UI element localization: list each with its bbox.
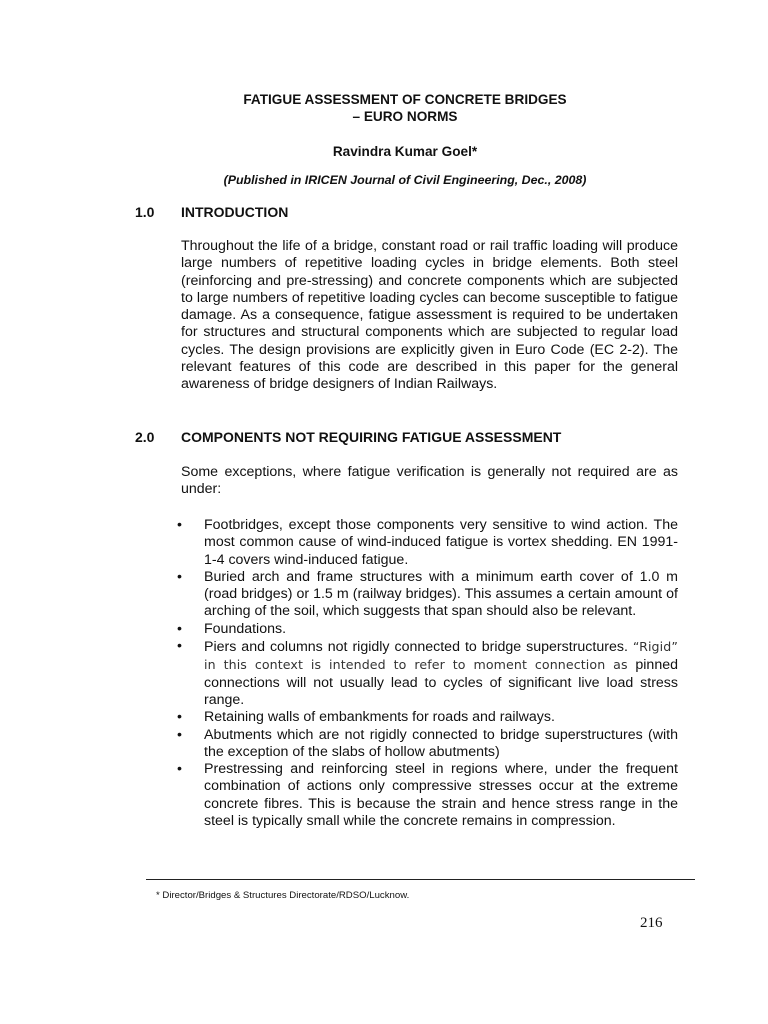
list-item bbox=[177, 709, 678, 726]
bullet-icon: • bbox=[177, 761, 182, 778]
bullet-icon: • bbox=[177, 638, 182, 655]
publication-note: (Published in IRICEN Journal of Civil Engineering, Dec., 2008) bbox=[223, 173, 587, 187]
bullet-icon: • bbox=[177, 517, 182, 533]
footnote-divider bbox=[146, 879, 695, 880]
bullet-icon: • bbox=[177, 709, 182, 726]
list-item-text: Foundations. bbox=[204, 620, 287, 637]
bullet-icon: • bbox=[177, 568, 182, 585]
section-1-number: 1.0 bbox=[135, 204, 155, 220]
list-item bbox=[177, 726, 678, 762]
list-item-alt-text: “Rigid” in this context is intended to refer to moment connection as bbox=[204, 639, 678, 673]
list-item bbox=[177, 517, 678, 569]
exceptions-list bbox=[177, 517, 678, 830]
list-item bbox=[177, 638, 678, 709]
section-1-paragraph: Throughout the life of a bridge, constant road or rail traffic loading will produce large numbers of repetitive loading cycles in bridge elements. Both steel (reinforcing and pre-stressing) and concrete components which are subjected to large numbers of repetitive loading cycles can become susceptible to fatigue damage. As a consequence, fatigue assessment is required to be undertaken for structures and structural components which are subjected to regular load cycles. The design provisions are explicitly given in Euro Code (EC 2-2). The relevant features of this code are described in this paper for the general awareness of bridge designers of Indian Railways. bbox=[181, 238, 678, 393]
paper-title-line1: FATIGUE ASSESSMENT OF CONCRETE BRIDGES bbox=[243, 92, 567, 107]
bullet-icon: • bbox=[177, 726, 182, 743]
bullet-icon: • bbox=[177, 620, 182, 637]
list-item-text: Buried arch and frame structures with a minimum earth cover of 1.0 m (road bridges) or 1.5 m (railway bridges). This assumes a certain amount of arching of the soil, which suggests that span should also be relevant. bbox=[204, 568, 678, 620]
list-item bbox=[177, 568, 678, 621]
section-2-number: 2.0 bbox=[135, 429, 155, 445]
section-1-title: INTRODUCTION bbox=[181, 204, 289, 220]
list-item-text: Abutments which are not rigidly connected to bridge superstructures (with the exception of the slabs of hollow abutments) bbox=[204, 726, 678, 760]
paper-title-line2: – EURO NORMS bbox=[352, 109, 458, 124]
list-item bbox=[177, 620, 678, 638]
footnote: * Director/Bridges & Structures Directorate/RDSO/Lucknow. bbox=[156, 890, 410, 901]
list-item-text: Footbridges, except those components very sensitive to wind action. The most common cause of wind-induced fatigue is vortex shedding. EN 1991-1-4 covers wind-induced fatigue. bbox=[204, 517, 678, 568]
list-item-text: Piers and columns not rigidly connected to bridge superstructures. bbox=[204, 639, 628, 656]
page-number: 216 bbox=[640, 915, 663, 931]
author-name: Ravindra Kumar Goel* bbox=[332, 144, 478, 159]
list-item-tail-text: pinned connections will not usually lead to cycles of significant live load stress range. bbox=[204, 657, 678, 708]
section-2-paragraph: Some exceptions, where fatigue verification is generally not required are as under: bbox=[181, 464, 678, 498]
list-item bbox=[177, 761, 678, 830]
list-item-text: Prestressing and reinforcing steel in regions where, under the frequent combination of actions only compressive stresses occur at the extreme concrete fibres. This is because the strain and hence stress range in the steel is typically small while the concrete remains in compression. bbox=[204, 761, 678, 830]
section-2-title: COMPONENTS NOT REQUIRING FATIGUE ASSESSMENT bbox=[181, 429, 562, 445]
list-item-text: Retaining walls of embankments for roads and railways. bbox=[204, 709, 555, 726]
